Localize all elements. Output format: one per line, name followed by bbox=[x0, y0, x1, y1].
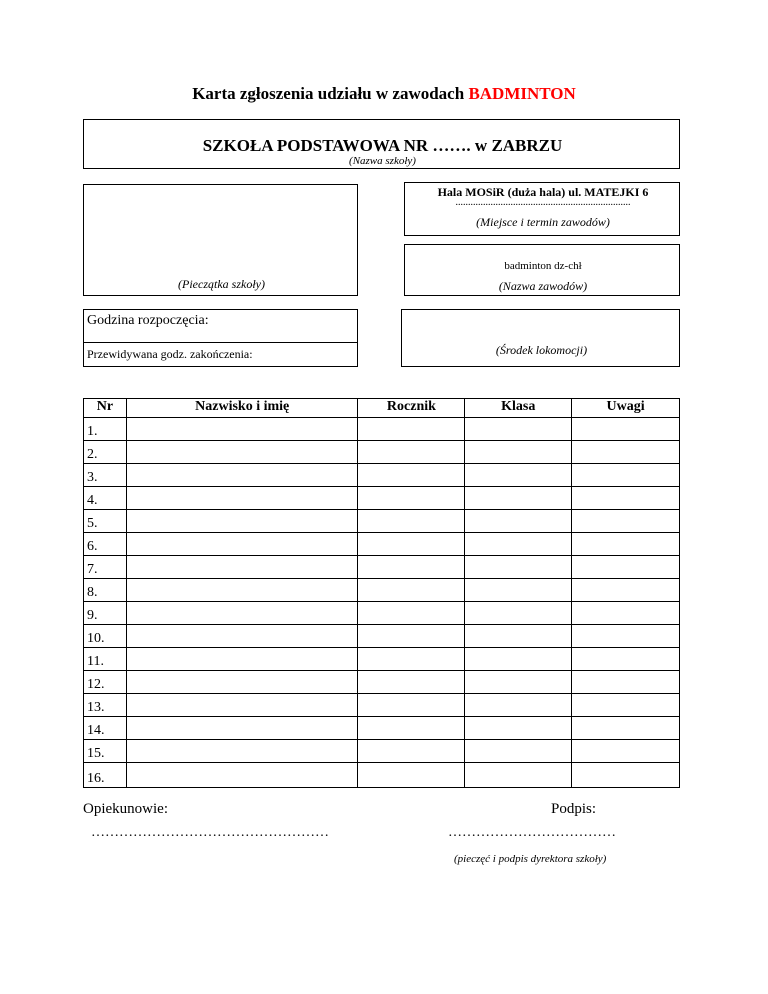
name-cell[interactable] bbox=[126, 487, 358, 510]
end-time-label: Przewidywana godz. zakończenia: bbox=[87, 347, 253, 361]
row-number: 7. bbox=[84, 556, 127, 579]
row-number: 3. bbox=[84, 464, 127, 487]
column-header-year: Rocznik bbox=[358, 399, 465, 418]
form-title bbox=[0, 84, 768, 104]
year-cell[interactable] bbox=[358, 717, 465, 740]
year-cell[interactable] bbox=[358, 533, 465, 556]
director-signature-caption: (pieczęć i podpis dyrektora szkoły) bbox=[454, 853, 607, 865]
table-body bbox=[84, 418, 680, 788]
table-row bbox=[84, 418, 680, 441]
end-time-box[interactable] bbox=[83, 342, 358, 367]
class-cell[interactable] bbox=[465, 418, 572, 441]
notes-cell[interactable] bbox=[572, 625, 680, 648]
name-cell[interactable] bbox=[126, 464, 358, 487]
row-number: 14. bbox=[84, 717, 127, 740]
table-row bbox=[84, 602, 680, 625]
year-cell[interactable] bbox=[358, 602, 465, 625]
venue-dots: ...................................................................... bbox=[455, 197, 631, 208]
column-header-class: Klasa bbox=[465, 399, 572, 418]
venue-box[interactable] bbox=[404, 182, 680, 236]
start-time-label: Godzina rozpoczęcia: bbox=[87, 313, 209, 328]
row-number: 12. bbox=[84, 671, 127, 694]
name-cell[interactable] bbox=[126, 625, 358, 648]
class-cell[interactable] bbox=[465, 579, 572, 602]
competition-box[interactable] bbox=[404, 244, 680, 296]
row-number: 5. bbox=[84, 510, 127, 533]
name-cell[interactable] bbox=[126, 763, 358, 788]
year-cell[interactable] bbox=[358, 510, 465, 533]
table-row bbox=[84, 487, 680, 510]
year-cell[interactable] bbox=[358, 464, 465, 487]
name-cell[interactable] bbox=[126, 579, 358, 602]
class-cell[interactable] bbox=[465, 717, 572, 740]
name-cell[interactable] bbox=[126, 671, 358, 694]
guardians-label: Opiekunowie: bbox=[83, 801, 168, 817]
row-number: 4. bbox=[84, 487, 127, 510]
name-cell[interactable] bbox=[126, 717, 358, 740]
class-cell[interactable] bbox=[465, 740, 572, 763]
notes-cell[interactable] bbox=[572, 694, 680, 717]
transport-box[interactable] bbox=[401, 309, 680, 367]
row-number: 16. bbox=[84, 763, 127, 788]
notes-cell[interactable] bbox=[572, 556, 680, 579]
table-header-row bbox=[84, 399, 680, 418]
year-cell[interactable] bbox=[358, 740, 465, 763]
year-cell[interactable] bbox=[358, 556, 465, 579]
class-cell[interactable] bbox=[465, 464, 572, 487]
table-row bbox=[84, 763, 680, 788]
table-row bbox=[84, 556, 680, 579]
table-row bbox=[84, 648, 680, 671]
table-row bbox=[84, 717, 680, 740]
table-row bbox=[84, 579, 680, 602]
row-number: 9. bbox=[84, 602, 127, 625]
notes-cell[interactable] bbox=[572, 579, 680, 602]
notes-cell[interactable] bbox=[572, 717, 680, 740]
class-cell[interactable] bbox=[465, 763, 572, 788]
venue-caption: (Miejsce i termin zawodów) bbox=[476, 215, 610, 229]
row-number: 8. bbox=[84, 579, 127, 602]
row-number: 15. bbox=[84, 740, 127, 763]
venue-value: Hala MOSiR (duża hala) ul. MATEJKI 6 bbox=[437, 185, 649, 199]
school-stamp-box[interactable] bbox=[83, 184, 358, 296]
year-cell[interactable] bbox=[358, 648, 465, 671]
name-cell[interactable] bbox=[126, 510, 358, 533]
school-name: SZKOŁA PODSTAWOWA NR ……. w ZABRZU bbox=[202, 136, 563, 155]
class-cell[interactable] bbox=[465, 602, 572, 625]
year-cell[interactable] bbox=[358, 418, 465, 441]
row-number: 6. bbox=[84, 533, 127, 556]
table-row bbox=[84, 671, 680, 694]
school-name-box[interactable] bbox=[83, 119, 680, 169]
participants-table bbox=[83, 398, 680, 788]
notes-cell[interactable] bbox=[572, 441, 680, 464]
director-signature-line[interactable]: ……………………………… bbox=[448, 825, 616, 840]
row-number: 13. bbox=[84, 694, 127, 717]
notes-cell[interactable] bbox=[572, 740, 680, 763]
name-cell[interactable] bbox=[126, 602, 358, 625]
table-row bbox=[84, 441, 680, 464]
school-name-caption: (Nazwa szkoły) bbox=[349, 155, 416, 167]
class-cell[interactable] bbox=[465, 510, 572, 533]
notes-cell[interactable] bbox=[572, 487, 680, 510]
name-cell[interactable] bbox=[126, 418, 358, 441]
table-row bbox=[84, 740, 680, 763]
row-number: 10. bbox=[84, 625, 127, 648]
start-time-box[interactable] bbox=[83, 309, 358, 343]
notes-cell[interactable] bbox=[572, 648, 680, 671]
year-cell[interactable] bbox=[358, 441, 465, 464]
table-row bbox=[84, 510, 680, 533]
class-cell[interactable] bbox=[465, 556, 572, 579]
row-number: 2. bbox=[84, 441, 127, 464]
column-header-nr: Nr bbox=[84, 399, 127, 418]
name-cell[interactable] bbox=[126, 694, 358, 717]
competition-caption: (Nazwa zawodów) bbox=[498, 279, 588, 293]
transport-caption: (Środek lokomocji) bbox=[495, 343, 588, 357]
class-cell[interactable] bbox=[465, 648, 572, 671]
year-cell[interactable] bbox=[358, 579, 465, 602]
notes-cell[interactable] bbox=[572, 763, 680, 788]
class-cell[interactable] bbox=[465, 441, 572, 464]
class-cell[interactable] bbox=[465, 694, 572, 717]
year-cell[interactable] bbox=[358, 487, 465, 510]
notes-cell[interactable] bbox=[572, 464, 680, 487]
form-title-prefix: Karta zgłoszenia udziału w zawodach bbox=[192, 84, 469, 103]
class-cell[interactable] bbox=[465, 625, 572, 648]
notes-cell[interactable] bbox=[572, 533, 680, 556]
notes-cell[interactable] bbox=[572, 671, 680, 694]
notes-cell[interactable] bbox=[572, 418, 680, 441]
table-row bbox=[84, 625, 680, 648]
row-number: 11. bbox=[84, 648, 127, 671]
table-row bbox=[84, 464, 680, 487]
school-stamp-caption: (Pieczątka szkoły) bbox=[178, 277, 265, 291]
class-cell[interactable] bbox=[465, 533, 572, 556]
form-title-accent: BADMINTON bbox=[468, 84, 576, 103]
column-header-name: Nazwisko i imię bbox=[126, 399, 358, 418]
column-header-notes: Uwagi bbox=[572, 399, 680, 418]
class-cell[interactable] bbox=[465, 487, 572, 510]
year-cell[interactable] bbox=[358, 625, 465, 648]
name-cell[interactable] bbox=[126, 556, 358, 579]
year-cell[interactable] bbox=[358, 694, 465, 717]
row-number: 1. bbox=[84, 418, 127, 441]
name-cell[interactable] bbox=[126, 441, 358, 464]
name-cell[interactable] bbox=[126, 740, 358, 763]
notes-cell[interactable] bbox=[572, 602, 680, 625]
guardians-signature-line[interactable]: …………………………………………… bbox=[91, 825, 329, 840]
name-cell[interactable] bbox=[126, 648, 358, 671]
class-cell[interactable] bbox=[465, 671, 572, 694]
year-cell[interactable] bbox=[358, 671, 465, 694]
name-cell[interactable] bbox=[126, 533, 358, 556]
signature-label: Podpis: bbox=[551, 801, 597, 817]
notes-cell[interactable] bbox=[572, 510, 680, 533]
table-row bbox=[84, 533, 680, 556]
competition-value: badminton dz-chł bbox=[504, 260, 582, 272]
table-row bbox=[84, 694, 680, 717]
year-cell[interactable] bbox=[358, 763, 465, 788]
